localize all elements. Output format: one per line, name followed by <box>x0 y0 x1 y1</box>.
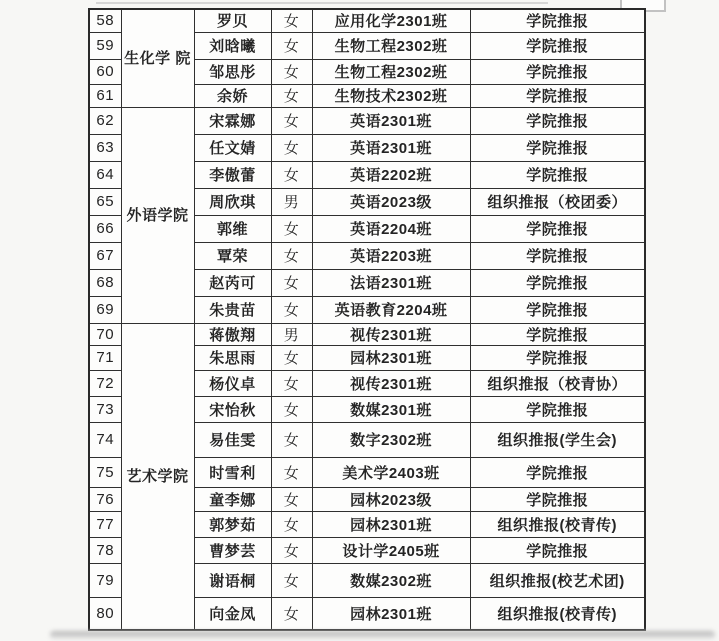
cell-no: 80 <box>89 597 121 630</box>
cell-class: 视传2301班 <box>312 323 470 345</box>
cell-name: 谢语桐 <box>194 563 271 597</box>
cell-gender: 女 <box>271 242 312 269</box>
cell-gender: 女 <box>271 511 312 537</box>
cell-no: 66 <box>89 215 121 242</box>
table-row <box>89 9 645 32</box>
cell-name: 朱思雨 <box>194 345 271 370</box>
cropped-row-remnant <box>96 2 548 4</box>
cell-no: 72 <box>89 370 121 396</box>
cell-recommendation: 学院推报 <box>470 396 645 422</box>
table-row <box>89 323 645 345</box>
cell-class: 数媒2302班 <box>312 563 470 597</box>
cell-gender: 女 <box>271 59 312 84</box>
cell-recommendation: 学院推报 <box>470 537 645 563</box>
cell-no: 62 <box>89 107 121 134</box>
cell-gender: 女 <box>271 345 312 370</box>
cell-no: 76 <box>89 487 121 511</box>
cell-no: 79 <box>89 563 121 597</box>
cell-gender: 女 <box>271 84 312 107</box>
cell-name: 任文婧 <box>194 134 271 161</box>
cell-no: 71 <box>89 345 121 370</box>
cell-class: 视传2301班 <box>312 370 470 396</box>
cell-gender: 女 <box>271 9 312 32</box>
cell-recommendation: 学院推报 <box>470 296 645 323</box>
cell-gender: 女 <box>271 161 312 188</box>
cell-gender: 女 <box>271 215 312 242</box>
cell-class: 园林2301班 <box>312 597 470 630</box>
cell-recommendation: 组织推报（校青协） <box>470 370 645 396</box>
cell-class: 英语2204班 <box>312 215 470 242</box>
cell-no: 77 <box>89 511 121 537</box>
cell-class: 数媒2301班 <box>312 396 470 422</box>
cell-recommendation: 学院推报 <box>470 215 645 242</box>
cell-recommendation: 组织推报(学生会) <box>470 422 645 457</box>
cell-no: 59 <box>89 32 121 59</box>
cell-class: 园林2023级 <box>312 487 470 511</box>
cell-name: 赵芮可 <box>194 269 271 296</box>
cell-recommendation: 学院推报 <box>470 323 645 345</box>
cell-name: 向金凤 <box>194 597 271 630</box>
cell-gender: 女 <box>271 563 312 597</box>
cell-name: 郭梦茹 <box>194 511 271 537</box>
cell-recommendation: 组织推报(校艺术团) <box>470 563 645 597</box>
cell-name: 易佳雯 <box>194 422 271 457</box>
cell-no: 78 <box>89 537 121 563</box>
cell-college: 外语学院 <box>121 107 194 323</box>
cell-no: 70 <box>89 323 121 345</box>
cell-class: 英语2301班 <box>312 107 470 134</box>
cell-class: 生物工程2302班 <box>312 32 470 59</box>
cell-class: 生物工程2302班 <box>312 59 470 84</box>
cell-name: 时雪利 <box>194 457 271 487</box>
cell-recommendation: 学院推报 <box>470 242 645 269</box>
cell-gender: 女 <box>271 487 312 511</box>
cell-class: 美术学2403班 <box>312 457 470 487</box>
cell-gender: 女 <box>271 537 312 563</box>
cell-college: 艺术学院 <box>121 323 194 630</box>
cell-name: 周欣琪 <box>194 188 271 215</box>
cell-recommendation: 学院推报 <box>470 59 645 84</box>
cell-name: 童李娜 <box>194 487 271 511</box>
cell-no: 69 <box>89 296 121 323</box>
cell-name: 邹思彤 <box>194 59 271 84</box>
cell-class: 设计学2405班 <box>312 537 470 563</box>
cell-gender: 女 <box>271 597 312 630</box>
cell-no: 58 <box>89 9 121 32</box>
cell-no: 64 <box>89 161 121 188</box>
cell-class: 英语2203班 <box>312 242 470 269</box>
cell-recommendation: 学院推报 <box>470 107 645 134</box>
cell-no: 61 <box>89 84 121 107</box>
cell-name: 郭维 <box>194 215 271 242</box>
cell-class: 英语2023级 <box>312 188 470 215</box>
cell-no: 68 <box>89 269 121 296</box>
cell-name: 刘晗曦 <box>194 32 271 59</box>
cell-class: 法语2301班 <box>312 269 470 296</box>
cell-no: 65 <box>89 188 121 215</box>
cell-name: 罗贝 <box>194 9 271 32</box>
cell-name: 曹梦芸 <box>194 537 271 563</box>
cell-gender: 男 <box>271 323 312 345</box>
cell-gender: 女 <box>271 134 312 161</box>
cell-no: 63 <box>89 134 121 161</box>
cell-gender: 女 <box>271 422 312 457</box>
cell-no: 60 <box>89 59 121 84</box>
cell-class: 英语教育2204班 <box>312 296 470 323</box>
cell-recommendation: 学院推报 <box>470 457 645 487</box>
cell-recommendation: 学院推报 <box>470 84 645 107</box>
cell-name: 余娇 <box>194 84 271 107</box>
cell-gender: 女 <box>271 107 312 134</box>
cell-no: 67 <box>89 242 121 269</box>
cell-class: 应用化学2301班 <box>312 9 470 32</box>
cell-college: 生化学 院 <box>121 9 194 107</box>
cell-recommendation: 学院推报 <box>470 487 645 511</box>
cell-name: 朱贵苗 <box>194 296 271 323</box>
student-table <box>88 8 646 631</box>
cell-class: 园林2301班 <box>312 345 470 370</box>
cell-name: 杨仪卓 <box>194 370 271 396</box>
cell-class: 数字2302班 <box>312 422 470 457</box>
cell-gender: 女 <box>271 457 312 487</box>
cell-recommendation: 学院推报 <box>470 269 645 296</box>
cell-no: 73 <box>89 396 121 422</box>
cell-gender: 女 <box>271 269 312 296</box>
cell-name: 蒋傲翔 <box>194 323 271 345</box>
cell-class: 英语2301班 <box>312 134 470 161</box>
table-row <box>89 107 645 134</box>
cell-recommendation: 组织推报（校团委） <box>470 188 645 215</box>
cell-no: 74 <box>89 422 121 457</box>
cell-name: 宋怡秋 <box>194 396 271 422</box>
cell-recommendation: 学院推报 <box>470 134 645 161</box>
cell-name: 覃荣 <box>194 242 271 269</box>
cell-no: 75 <box>89 457 121 487</box>
student-table-body <box>89 9 645 630</box>
bottom-shadow <box>50 631 715 639</box>
cell-recommendation: 学院推报 <box>470 32 645 59</box>
cell-gender: 女 <box>271 396 312 422</box>
cell-class: 生物技术2302班 <box>312 84 470 107</box>
cell-name: 李傲蕾 <box>194 161 271 188</box>
cell-recommendation: 学院推报 <box>470 345 645 370</box>
cell-recommendation: 组织推报(校青传) <box>470 511 645 537</box>
cell-gender: 女 <box>271 32 312 59</box>
cell-class: 英语2202班 <box>312 161 470 188</box>
cell-gender: 男 <box>271 188 312 215</box>
cell-name: 宋霖娜 <box>194 107 271 134</box>
cell-recommendation: 组织推报(校青传) <box>470 597 645 630</box>
cell-class: 园林2301班 <box>312 511 470 537</box>
cell-gender: 女 <box>271 370 312 396</box>
cell-gender: 女 <box>271 296 312 323</box>
cell-recommendation: 学院推报 <box>470 9 645 32</box>
cell-recommendation: 学院推报 <box>470 161 645 188</box>
